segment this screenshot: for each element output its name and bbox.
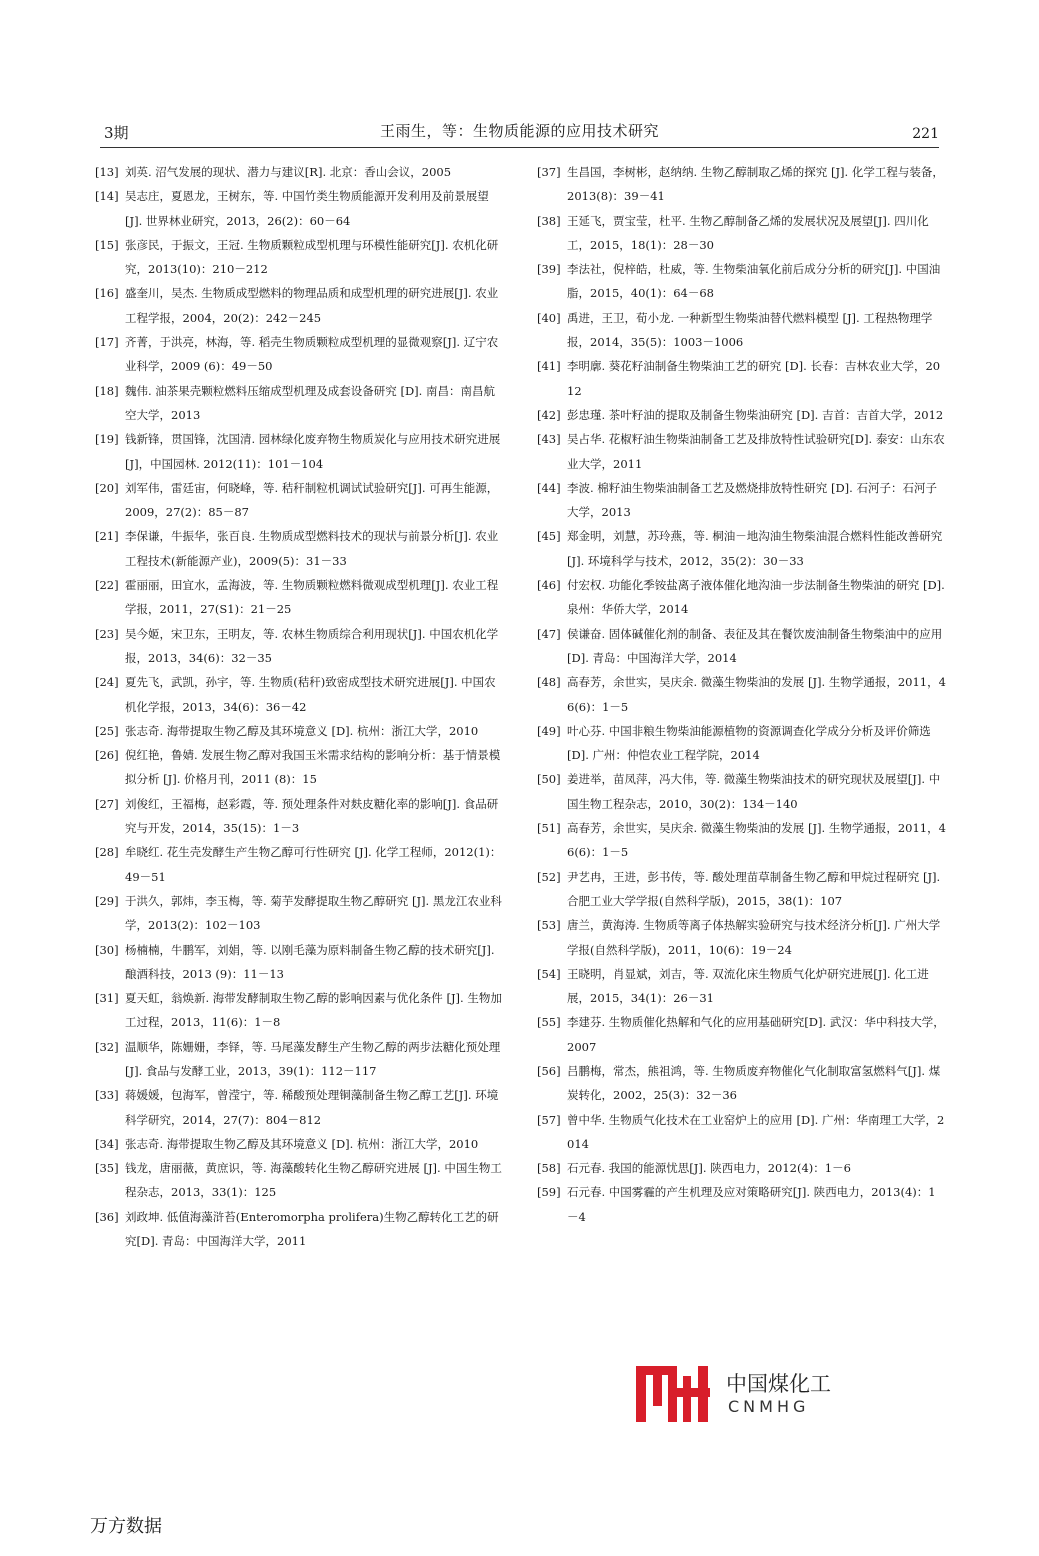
reference-text: 张彦民，于振文，王冠. 生物质颗粒成型机理与环模性能研究[J]. 农机化研究，2013(10)：210－212: [125, 237, 499, 277]
issue-label: 3期: [104, 124, 129, 142]
reference-number: [19]: [95, 432, 119, 447]
reference-number: [56]: [537, 1063, 561, 1078]
reference-number: [45]: [537, 529, 561, 544]
reference-number: [23]: [95, 626, 119, 641]
reference-item: [537, 573, 947, 622]
reference-item: [95, 1132, 505, 1156]
reference-number: [54]: [537, 966, 561, 981]
reference-text: 李建芬. 生物质催化热解和气化的应用基础研究[D]. 武汉：华中科技大学，2007: [567, 1015, 945, 1054]
reference-item: [95, 1205, 505, 1254]
reference-text: 姜进举，苗凤萍，冯大伟，等. 微藻生物柴油技术的研究现状及展望[J]. 中国生物工程杂志，2010，30(2)：134－140: [567, 772, 941, 811]
reference-number: [35]: [95, 1161, 119, 1176]
page-number: 221: [912, 126, 939, 142]
reference-item: [537, 427, 947, 476]
reference-text: 于洪久，郭炜，李玉梅，等. 菊芋发酵提取生物乙醇研究 [J]. 黑龙江农业科学，2013(2)：102－103: [125, 893, 502, 933]
reference-number: [39]: [537, 262, 561, 277]
reference-number: [55]: [537, 1015, 561, 1030]
reference-number: [42]: [537, 407, 561, 422]
reference-number: [26]: [95, 748, 119, 763]
reference-number: [21]: [95, 529, 119, 544]
reference-item: [95, 719, 505, 743]
reference-text: 李明廓. 葵花籽油制备生物柴油工艺的研究 [D]. 长春：吉林农业大学，2012: [567, 359, 941, 398]
reference-item: [95, 1156, 505, 1205]
reference-item: [95, 160, 505, 184]
reference-number: [36]: [95, 1209, 119, 1224]
reference-number: [40]: [537, 310, 561, 325]
reference-text: 高春芳，余世实，吴庆余. 微藻生物柴油的发展 [J]. 生物学通报，2011，46(6)：1－5: [567, 821, 946, 860]
reference-text: 刘军伟，雷廷宙，何晓峰，等. 秸秆制粒机调试试验研究[J]. 可再生能源，2009，27(2)：85－87: [125, 480, 499, 520]
reference-text: 吕鹏梅，常杰，熊祖鸿，等. 生物质废弃物催化气化制取富氢燃料气[J]. 煤炭转化，2002，25(3)：32－36: [567, 1063, 941, 1103]
reference-text: 唐兰，黄海涛. 生物质等离子体热解实验研究与技术经济分析[J]. 广州大学学报(自然科学版)，2011，10(6)：19－24: [567, 918, 941, 957]
reference-number: [30]: [95, 942, 119, 957]
reference-number: [13]: [95, 165, 119, 179]
reference-number: [44]: [537, 480, 561, 495]
reference-text: 石元春. 中国雾霾的产生机理及应对策略研究[J]. 陕西电力，2013(4)：1－4: [567, 1185, 936, 1224]
reference-text: 吴今姬，宋卫东，王明友，等. 农林生物质综合利用现状[J]. 中国农机化学报，2013，34(6)：32－35: [125, 626, 499, 665]
reference-item: [537, 306, 947, 355]
reference-number: [59]: [537, 1185, 561, 1200]
reference-item: [537, 1156, 947, 1180]
reference-text: 刘政坤. 低值海藻浒苔(Enteromorpha prolifera)生物乙醇转化工艺的研究[D]. 青岛：中国海洋大学，2011: [125, 1209, 499, 1249]
reference-item: [95, 1083, 505, 1132]
reference-number: [34]: [95, 1136, 119, 1151]
reference-item: [95, 840, 505, 889]
reference-text: 盛奎川，吴杰. 生物质成型燃料的物理品质和成型机理的研究进展[J]. 农业工程学报，2004，20(2)：242－245: [125, 286, 499, 325]
reference-number: [17]: [95, 335, 119, 350]
reference-item: [537, 476, 947, 525]
reference-item: [537, 767, 947, 816]
reference-text: 牟晓红. 花生壳发酵生产生物乙醇可行性研究 [J]. 化学工程师，2012(1)：49－51: [125, 845, 502, 884]
reference-text: 侯谦奋. 固体碱催化剂的制备、表征及其在餐饮废油制备生物柴油中的应用 [D]. 青岛：中国海洋大学，2014: [567, 626, 943, 665]
header-rule: [100, 147, 939, 148]
references-right-column: [537, 160, 947, 1229]
reference-text: 石元春. 我国的能源忧思[J]. 陕西电力，2012(4)：1－6: [567, 1161, 851, 1176]
reference-number: [46]: [537, 578, 561, 593]
reference-item: [95, 281, 505, 330]
logo-name-en: CNMHG: [728, 1397, 810, 1416]
reference-number: [50]: [537, 772, 561, 787]
reference-item: [95, 184, 505, 233]
reference-number: [49]: [537, 723, 561, 738]
reference-number: [41]: [537, 359, 561, 374]
reference-text: 李保谦，牛振华，张百良. 生物质成型燃料技术的现状与前景分析[J]. 农业工程技术(新能源产业)，2009(5)：31－33: [125, 529, 499, 568]
reference-text: 张志奇. 海带提取生物乙醇及其环境意义 [D]. 杭州：浙江大学，2010: [125, 1136, 479, 1151]
reference-number: [53]: [537, 918, 561, 933]
wanfang-watermark: 万方数据: [90, 1516, 162, 1537]
reference-text: 霍丽丽，田宜水，孟海波，等. 生物质颗粒燃料微观成型机理[J]. 农业工程学报，2011，27(S1)：21－25: [125, 578, 499, 617]
reference-text: 刘俊红，王福梅，赵彩霞，等. 预处理条件对麸皮糖化率的影响[J]. 食品研究与开发，2014，35(15)：1－3: [125, 796, 499, 836]
reference-text: 杨楠楠，牛鹏军，刘娟，等. 以刚毛藻为原料制备生物乙醇的技术研究[J]. 酿酒科技，2013 (9)：11－13: [125, 942, 495, 981]
reference-item: [537, 719, 947, 768]
reference-item: [537, 913, 947, 962]
cnmhg-logo: [636, 1366, 856, 1426]
reference-text: 刘英. 沼气发展的现状、潜力与建议[R]. 北京：香山会议，2005: [125, 165, 452, 179]
reference-item: [537, 354, 947, 403]
reference-item: [95, 573, 505, 622]
reference-text: 夏天虹，翁焕新. 海带发酵制取生物乙醇的影响因素与优化条件 [J]. 生物加工过程，2013，11(6)：1－8: [125, 991, 502, 1030]
reference-text: 叶心芬. 中国非粮生物柴油能源植物的资源调查化学成分分析及评价筛选 [D]. 广州：仲恺农业工程学院，2014: [567, 723, 931, 763]
reference-item: [95, 986, 505, 1035]
reference-item: [95, 233, 505, 282]
reference-text: 蒋媛媛，包海军，曾滢宁，等. 稀酸预处理铜藻制备生物乙醇工艺[J]. 环境科学研究，2014，27(7)：804－812: [125, 1088, 499, 1127]
reference-item: [95, 379, 505, 428]
reference-number: [43]: [537, 432, 561, 447]
reference-item: [537, 1010, 947, 1059]
reference-item: [537, 160, 947, 209]
reference-number: [28]: [95, 845, 119, 860]
reference-item: [95, 330, 505, 379]
running-title: 王雨生，等：生物质能源的应用技术研究: [379, 122, 659, 140]
reference-item: [537, 209, 947, 258]
reference-number: [52]: [537, 869, 561, 884]
reference-text: 禹进，王卫，荀小龙. 一种新型生物柴油替代燃料模型 [J]. 工程热物理学报，2014，35(5)：1003－1006: [567, 310, 933, 350]
reference-item: [537, 257, 947, 306]
reference-number: [27]: [95, 796, 119, 811]
reference-text: 高春芳，余世实，吴庆余. 微藻生物柴油的发展 [J]. 生物学通报，2011，46(6)：1－5: [567, 675, 946, 714]
reference-number: [57]: [537, 1112, 561, 1127]
reference-number: [14]: [95, 189, 119, 204]
reference-number: [18]: [95, 383, 119, 398]
reference-text: 钱龙，唐丽薇，黄庶识，等. 海藻酸转化生物乙醇研究进展 [J]. 中国生物工程杂志，2013，33(1)：125: [125, 1161, 502, 1200]
reference-item: [537, 622, 947, 671]
reference-item: [95, 1035, 505, 1084]
reference-item: [95, 792, 505, 841]
reference-text: 魏伟. 油茶果壳颗粒燃料压缩成型机理及成套设备研究 [D]. 南昌：南昌航空大学，2013: [125, 383, 495, 422]
reference-number: [31]: [95, 991, 119, 1006]
reference-item: [537, 1059, 947, 1108]
reference-item: [537, 403, 947, 427]
reference-item: [537, 962, 947, 1011]
reference-text: 王晓明，肖显斌，刘吉，等. 双流化床生物质气化炉研究进展[J]. 化工进展，2015，34(1)：26－31: [567, 966, 929, 1006]
reference-number: [33]: [95, 1088, 119, 1103]
reference-number: [51]: [537, 821, 561, 836]
reference-number: [24]: [95, 675, 119, 690]
logo-name-cn: 中国煤化工: [726, 1372, 831, 1396]
reference-item: [95, 427, 505, 476]
reference-item: [537, 1108, 947, 1157]
reference-text: 吴占华. 花椒籽油生物柴油制备工艺及排放特性试验研究[D]. 泰安：山东农业大学，2011: [567, 432, 945, 471]
reference-text: 温顺华，陈姗姗，李铎，等. 马尾藻发酵生产生物乙醇的两步法糖化预处理 [J]. 食品与发酵工业，2013，39(1)：112－117: [125, 1039, 501, 1078]
reference-text: 付宏权. 功能化季铵盐离子液体催化地沟油一步法制备生物柴油的研究 [D]. 泉州：华侨大学，2014: [567, 578, 945, 617]
reference-item: [95, 622, 505, 671]
reference-item: [95, 889, 505, 938]
reference-item: [95, 670, 505, 719]
reference-number: [32]: [95, 1039, 119, 1054]
reference-text: 倪红艳，鲁婧. 发展生物乙醇对我国玉米需求结构的影响分析：基于情景模拟分析 [J]. 价格月刊，2011 (8)：15: [125, 748, 501, 787]
reference-text: 李波. 棉籽油生物柴油制备工艺及燃烧排放特性研究 [D]. 石河子：石河子大学，2013: [567, 480, 937, 520]
reference-item: [95, 476, 505, 525]
reference-text: 彭忠瑾. 茶叶籽油的提取及制备生物柴油研究 [D]. 吉首：吉首大学，2012: [567, 407, 944, 422]
reference-item: [95, 524, 505, 573]
page-header: [100, 118, 939, 148]
reference-text: 郑金明，刘慧，苏玲燕，等. 桐油－地沟油生物柴油混合燃料性能改善研究 [J]. 环境科学与技术，2012，35(2)：30－33: [567, 529, 943, 568]
cnmhg-logo-mark: [636, 1366, 720, 1422]
reference-item: [537, 865, 947, 914]
reference-text: 钱新锋，贯国锋，沈国清. 园林绿化废弃物生物质炭化与应用技术研究进展[J]，中国园林. 2012(11)：101－104: [125, 432, 501, 471]
reference-number: [25]: [95, 723, 119, 738]
reference-text: 张志奇. 海带提取生物乙醇及其环境意义 [D]. 杭州：浙江大学，2010: [125, 723, 479, 738]
reference-text: 王延飞，贾宝莹，杜平. 生物乙醇制备乙烯的发展状况及展望[J]. 四川化工，2015，18(1)：28－30: [567, 213, 929, 252]
reference-text: 曾中华. 生物质气化技术在工业窑炉上的应用 [D]. 广州：华南理工大学，2014: [567, 1112, 945, 1151]
reference-text: 尹艺冉，王进，彭书传，等. 酸处理苗草制备生物乙醇和甲烷过程研究 [J]. 合肥工业大学学报(自然科学版)，2015，38(1)：107: [567, 869, 941, 908]
reference-number: [38]: [537, 213, 561, 228]
reference-number: [58]: [537, 1161, 561, 1176]
reference-number: [47]: [537, 626, 561, 641]
reference-item: [95, 743, 505, 792]
reference-number: [48]: [537, 675, 561, 690]
reference-number: [20]: [95, 480, 119, 495]
reference-item: [537, 670, 947, 719]
reference-number: [16]: [95, 286, 119, 301]
reference-text: 齐菁，于洪亮，林海，等. 稻壳生物质颗粒成型机理的显微观察[J]. 辽宁农业科学，2009 (6)：49－50: [125, 335, 499, 374]
reference-text: 夏先飞，武凯，孙宇，等. 生物质(秸秆)致密成型技术研究进展[J]. 中国农机化学报，2013，34(6)：36－42: [125, 675, 496, 714]
reference-number: [22]: [95, 578, 119, 593]
reference-number: [15]: [95, 237, 119, 252]
reference-item: [537, 816, 947, 865]
reference-item: [537, 1180, 947, 1229]
reference-item: [95, 938, 505, 987]
reference-text: 吴志庄，夏恩龙，王树东，等. 中国竹类生物质能源开发利用及前景展望[J]. 世界林业研究，2013，26(2)：60－64: [125, 189, 489, 228]
references-left-column: [95, 160, 505, 1253]
reference-text: 李法社，倪梓皓，杜威，等. 生物柴油氧化前后成分分析的研究[J]. 中国油脂，2015，40(1)：64－68: [567, 262, 941, 301]
reference-number: [29]: [95, 893, 119, 908]
reference-text: 生昌国，李树彬，赵纳纳. 生物乙醇制取乙烯的探究 [J]. 化学工程与装备，2013(8)：39－41: [567, 165, 944, 204]
reference-item: [537, 524, 947, 573]
reference-number: [37]: [537, 165, 561, 179]
